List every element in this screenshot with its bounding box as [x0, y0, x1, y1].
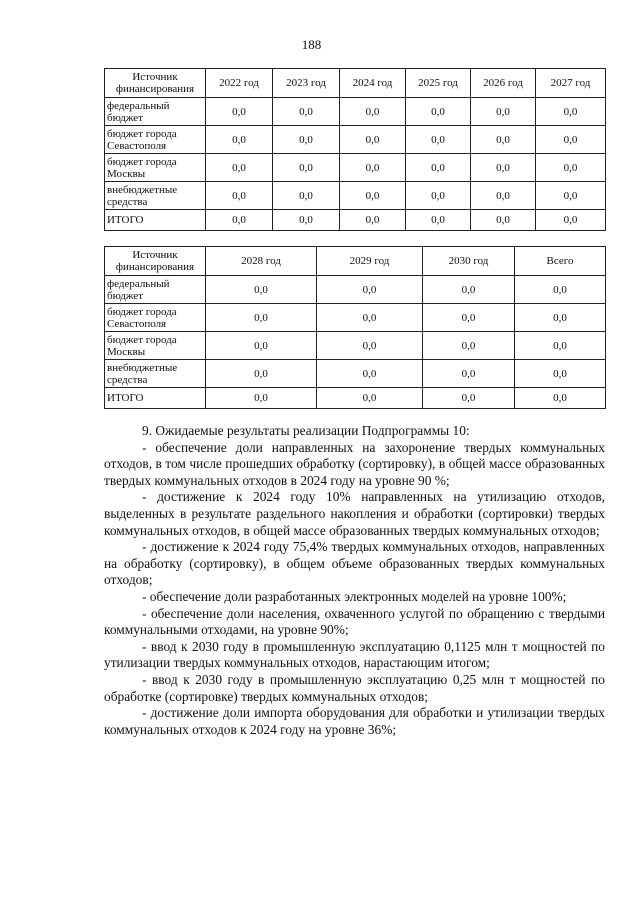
row-label-cell: ИТОГО	[105, 210, 206, 231]
value-cell: 0,0	[206, 332, 317, 360]
row-label-cell: федеральный бюджет	[105, 98, 206, 126]
header-source-cell: Источник финансирования	[105, 247, 206, 276]
value-cell: 0,0	[471, 98, 536, 126]
value-cell: 0,0	[340, 154, 406, 182]
value-cell: 0,0	[206, 304, 317, 332]
header-source-cell: Источник финансирования	[105, 69, 206, 98]
row-label-cell: бюджет города Севастополя	[105, 126, 206, 154]
value-cell: 0,0	[423, 276, 515, 304]
value-cell: 0,0	[536, 126, 606, 154]
section-heading: 9. Ожидаемые результаты реализации Подпрограммы 10:	[142, 423, 470, 438]
value-cell: 0,0	[406, 126, 471, 154]
header-year-cell: 2025 год	[406, 69, 471, 98]
value-cell: 0,0	[423, 388, 515, 409]
value-cell: 0,0	[273, 210, 340, 231]
value-cell: 0,0	[317, 360, 423, 388]
row-label-cell: внебюджетные средства	[105, 182, 206, 210]
header-year-cell: 2027 год	[536, 69, 606, 98]
header-year-cell: 2024 год	[340, 69, 406, 98]
row-label-cell: федеральный бюджет	[105, 276, 206, 304]
result-item: - достижение к 2024 году 75,4% твердых коммунальных отходов, направленных на обработку (сортировку), в общем объеме образованных твердых коммунальных отходов;	[104, 539, 605, 588]
result-item: - обеспечение доли разработанных электронных моделей на уровне 100%;	[142, 588, 567, 604]
value-cell: 0,0	[340, 210, 406, 231]
value-cell: 0,0	[471, 210, 536, 231]
value-cell: 0,0	[406, 98, 471, 126]
header-year-cell: 2028 год	[206, 247, 317, 276]
value-cell: 0,0	[273, 182, 340, 210]
table-header-row	[105, 69, 606, 98]
result-item: - достижение к 2024 году 10% направленных на утилизацию отходов, выделенных в результате раздельного накопления и обработки (сортировки) твердых коммунальных отходов, в общей массе образованных твердых коммунальных отходов;	[104, 489, 605, 538]
table-row	[105, 304, 606, 332]
value-cell: 0,0	[515, 360, 606, 388]
value-cell: 0,0	[471, 154, 536, 182]
table-row	[105, 210, 606, 231]
value-cell: 0,0	[206, 210, 273, 231]
table-row	[105, 360, 606, 388]
value-cell: 0,0	[340, 182, 406, 210]
value-cell: 0,0	[317, 388, 423, 409]
row-label-cell: внебюджетные средства	[105, 360, 206, 388]
value-cell: 0,0	[536, 210, 606, 231]
value-cell: 0,0	[536, 182, 606, 210]
table-row	[105, 276, 606, 304]
value-cell: 0,0	[515, 276, 606, 304]
table-header-row	[105, 247, 606, 276]
value-cell: 0,0	[423, 360, 515, 388]
value-cell: 0,0	[273, 154, 340, 182]
value-cell: 0,0	[317, 304, 423, 332]
row-label-cell: ИТОГО	[105, 388, 206, 409]
value-cell: 0,0	[515, 332, 606, 360]
value-cell: 0,0	[536, 154, 606, 182]
financing-table-2028-total	[104, 246, 606, 409]
table-row	[105, 332, 606, 360]
value-cell: 0,0	[206, 388, 317, 409]
header-year-cell: 2023 год	[273, 69, 340, 98]
value-cell: 0,0	[515, 304, 606, 332]
value-cell: 0,0	[406, 210, 471, 231]
result-item: - ввод к 2030 году в промышленную эксплуатацию 0,25 млн т мощностей по обработке (сортировке) твердых коммунальных отходов;	[104, 671, 605, 704]
value-cell: 0,0	[536, 98, 606, 126]
value-cell: 0,0	[423, 332, 515, 360]
value-cell: 0,0	[206, 126, 273, 154]
value-cell: 0,0	[406, 182, 471, 210]
table-row	[105, 154, 606, 182]
table-row	[105, 182, 606, 210]
value-cell: 0,0	[206, 98, 273, 126]
value-cell: 0,0	[423, 304, 515, 332]
value-cell: 0,0	[206, 360, 317, 388]
value-cell: 0,0	[273, 98, 340, 126]
value-cell: 0,0	[317, 332, 423, 360]
table-row	[105, 388, 606, 409]
table-row	[105, 98, 606, 126]
header-year-cell: Всего	[515, 247, 606, 276]
header-year-cell: 2030 год	[423, 247, 515, 276]
page-number: 188	[301, 37, 322, 52]
expected-results	[104, 423, 605, 738]
value-cell: 0,0	[206, 182, 273, 210]
financing-table-2022-2027	[104, 68, 606, 231]
row-label-cell: бюджет города Севастополя	[105, 304, 206, 332]
value-cell: 0,0	[273, 126, 340, 154]
value-cell: 0,0	[471, 182, 536, 210]
table-row	[105, 126, 606, 154]
result-item: - достижение доли импорта оборудования для обработки и утилизации твердых коммунальных отходов к 2024 году на уровне 36%;	[104, 705, 605, 737]
value-cell: 0,0	[515, 388, 606, 409]
result-item: - ввод к 2030 году в промышленную эксплуатацию 0,1125 млн т мощностей по утилизации твердых коммунальных отходов, нарастающим итогом;	[104, 638, 605, 671]
row-label-cell: бюджет города Москвы	[105, 154, 206, 182]
result-item: - обеспечение доли направленных на захоронение твердых коммунальных отходов, в том числе прошедших обработку (сортировку), в общей массе образованных твердых коммунальных отходов в 2024 году на уровне 90 %;	[104, 439, 605, 488]
value-cell: 0,0	[206, 154, 273, 182]
value-cell: 0,0	[471, 126, 536, 154]
row-label-cell: бюджет города Москвы	[105, 332, 206, 360]
result-item: - обеспечение доли населения, охваченного услугой по обращению с твердыми коммунальными отходами, на уровне 90%;	[104, 605, 605, 638]
value-cell: 0,0	[340, 126, 406, 154]
header-year-cell: 2029 год	[317, 247, 423, 276]
value-cell: 0,0	[317, 276, 423, 304]
header-year-cell: 2022 год	[206, 69, 273, 98]
value-cell: 0,0	[406, 154, 471, 182]
value-cell: 0,0	[340, 98, 406, 126]
value-cell: 0,0	[206, 276, 317, 304]
header-year-cell: 2026 год	[471, 69, 536, 98]
